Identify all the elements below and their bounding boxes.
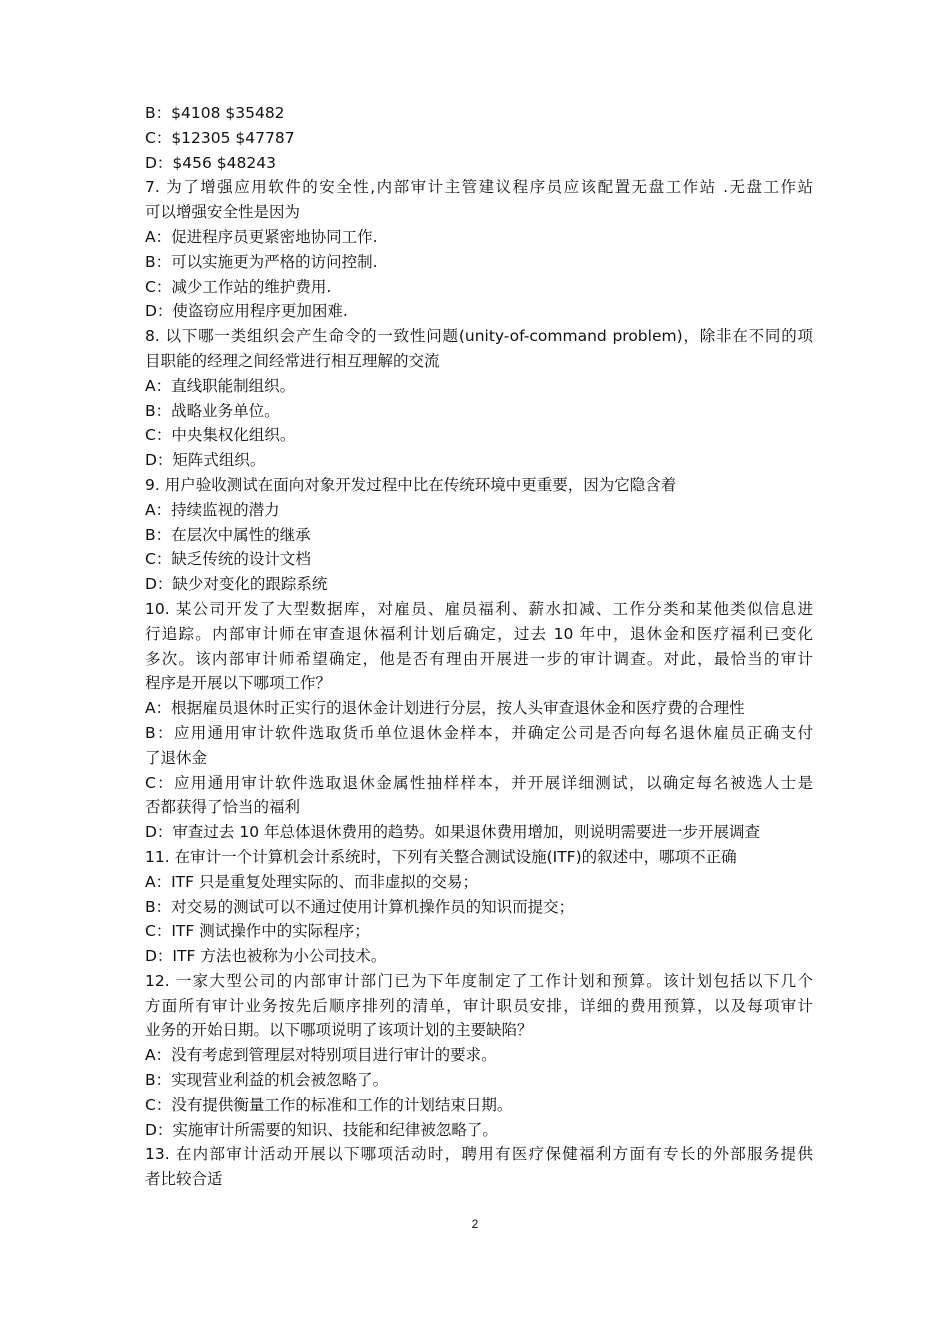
text-line: 12. 一家大型公司的内部审计部门已为下年度制定了工作计划和预算。该计划包括以下几个 (145, 971, 813, 990)
text-line: 可以增强安全性是因为 (145, 203, 301, 222)
text-line: C：ITF 测试操作中的实际程序； (145, 922, 370, 941)
text-line: B：$4108 $35482 (145, 104, 285, 122)
document-body (145, 101, 813, 1192)
text-line: D：实施审计所需要的知识、技能和纪律被忽略了。 (145, 1120, 498, 1139)
text-line: A：促进程序员更紧密地协同工作. (145, 227, 378, 246)
text-line: 11. 在审计一个计算机会计系统时，下列有关整合测试设施(ITF)的叙述中，哪项不正确 (145, 847, 737, 866)
text-line: C：缺乏传统的设计文档 (145, 550, 311, 569)
text-line: A：ITF 只是重复处理实际的、而非虚拟的交易； (145, 872, 478, 891)
text-line: 8. 以下哪一类组织会产生命令的一致性问题(unity-of-command problem)，除非在不同的项 (145, 327, 813, 346)
text-line: 9. 用户验收测试在面向对象开发过程中比在传统环境中更重要，因为它隐含着 (145, 475, 677, 494)
text-line: D：矩阵式组织。 (145, 451, 266, 470)
text-line: 了退休金 (145, 748, 208, 767)
text-line: 者比较合适 (145, 1170, 223, 1189)
text-line: B：应用通用审计软件选取货币单位退休金样本，并确定公司是否向每名退休雇员正确支付 (145, 723, 813, 742)
text-line: 程序是开展以下哪项工作？ (145, 674, 332, 693)
text-line: 多次。该内部审计师希望确定，他是否有理由开展进一步的审计调查。对此，最恰当的审计 (145, 649, 813, 668)
page-number: 2 (471, 1217, 479, 1231)
text-line: 10. 某公司开发了大型数据库，对雇员、雇员福利、薪水扣减、工作分类和某他类似信息进 (145, 599, 813, 618)
text-line: B：可以实施更为严格的访问控制. (145, 252, 378, 271)
text-line: B：对交易的测试可以不通过使用计算机操作员的知识而提交； (145, 897, 575, 916)
text-line: B：在层次中属性的继承 (145, 525, 311, 544)
text-line: D：使盗窃应用程序更加困难. (145, 302, 348, 321)
text-line: 行追踪。内部审计师在审查退休福利计划后确定，过去 10 年中，退休金和医疗福利已变化 (145, 624, 813, 643)
text-line: 目职能的经理之间经常进行相互理解的交流 (145, 351, 440, 370)
text-line: 业务的开始日期。以下哪项说明了该项计划的主要缺陷？ (145, 1021, 533, 1040)
text-line: B：实现营业利益的机会被忽略了。 (145, 1071, 389, 1090)
text-line: D：$456 $48243 (145, 153, 276, 172)
text-line: D：ITF 方法也被称为小公司技术。 (145, 947, 387, 966)
text-line: A：持续监视的潜力 (145, 500, 280, 519)
text-line: D：缺少对变化的跟踪系统 (145, 575, 328, 594)
text-line: 否都获得了恰当的福利 (145, 798, 301, 817)
text-line: A：根据雇员退休时正实行的退休金计划进行分层，按人头审查退休金和医疗费的合理性 (145, 699, 745, 718)
text-line: C：$12305 $47787 (145, 128, 295, 147)
text-line: B：战略业务单位。 (145, 401, 280, 420)
text-line: A：没有考虑到管理层对特别项目进行审计的要求。 (145, 1046, 497, 1065)
text-line: 7. 为了增强应用软件的安全性,内部审计主管建议程序员应该配置无盘工作站 .无盘工作站 (145, 178, 813, 197)
text-line: 13. 在内部审计活动开展以下哪项活动时，聘用有医疗保健福利方面有专长的外部服务提供 (145, 1145, 813, 1164)
text-line: C：应用通用审计软件选取退休金属性抽样样本，并开展详细测试，以确定每名被选人士是 (145, 773, 813, 792)
text-line: A：直线职能制组织。 (145, 376, 296, 395)
text-line: C：减少工作站的维护费用. (145, 277, 332, 296)
text-line: C：没有提供衡量工作的标准和工作的计划结束日期。 (145, 1095, 513, 1114)
text-line: C：中央集权化组织。 (145, 426, 296, 445)
text-line: D：审查过去 10 年总体退休费用的趋势。如果退休费用增加，则说明需要进一步开展调查 (145, 823, 761, 842)
text-line: 方面所有审计业务按先后顺序排列的清单，审计职员安排，详细的费用预算，以及每项审计 (145, 996, 813, 1015)
